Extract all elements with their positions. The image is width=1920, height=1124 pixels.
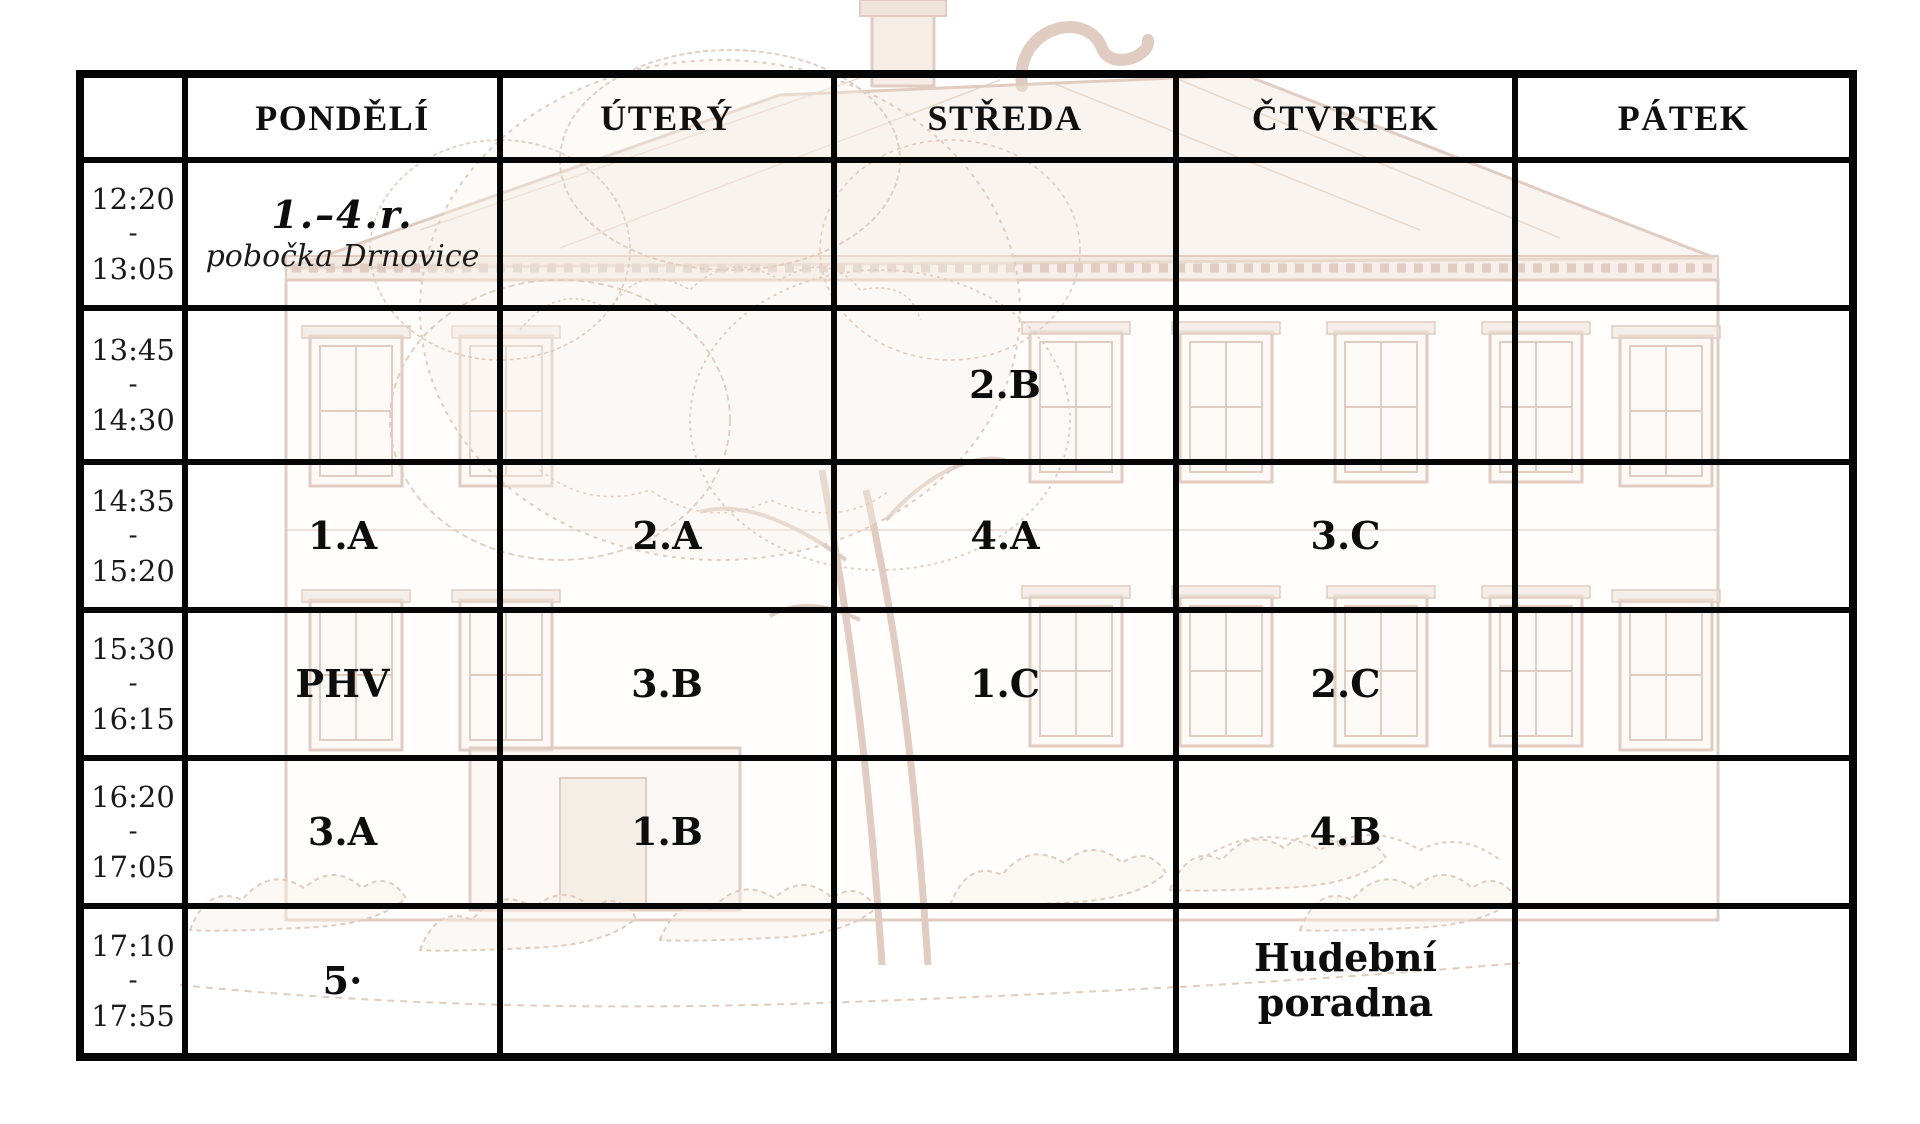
schedule-cell: [834, 160, 1176, 308]
schedule-cell: [185, 160, 500, 308]
class-label: 4.A: [970, 512, 1040, 558]
schedule-cell: [185, 610, 500, 758]
weekly-timetable: [76, 70, 1857, 1061]
time-separator: -: [128, 668, 138, 700]
time-start: 16:20: [91, 779, 175, 814]
class-label-2: poradna: [1257, 980, 1434, 1025]
class-sublabel: pobočka Drnovice: [205, 238, 480, 274]
time-start: 15:30: [91, 631, 175, 666]
schedule-cell: [834, 906, 1176, 1057]
schedule-cell: [1176, 758, 1515, 906]
class-label: 1.–4.r.: [271, 191, 414, 237]
table-row: [80, 610, 1853, 758]
time-slot: [80, 906, 185, 1057]
schedule-cell: [185, 906, 500, 1057]
time-slot: [80, 758, 185, 906]
schedule-cell: [1176, 308, 1515, 462]
class-label: 3.C: [1310, 512, 1381, 558]
header-row: [80, 74, 1853, 160]
time-separator: -: [128, 816, 138, 848]
schedule-cell: [834, 462, 1176, 610]
class-label: 5·: [322, 957, 363, 1003]
time-slot: [80, 160, 185, 308]
day-header-wednesday: STŘEDA: [834, 74, 1176, 160]
schedule-cell: [1176, 160, 1515, 308]
time-start: 14:35: [91, 483, 175, 518]
time-end: 13:05: [91, 251, 175, 286]
schedule-cell: [1515, 462, 1853, 610]
time-separator: -: [128, 218, 138, 250]
class-label: 1.A: [307, 512, 378, 558]
time-start: 13:45: [91, 332, 175, 367]
table-row: [80, 906, 1853, 1057]
table-row: [80, 462, 1853, 610]
day-header-thursday: ČTVRTEK: [1176, 74, 1515, 160]
schedule-cell: [834, 308, 1176, 462]
day-header-monday: PONDĚLÍ: [185, 74, 500, 160]
class-label: 3.A: [307, 808, 378, 854]
schedule-cell: [1515, 906, 1853, 1057]
day-header-tuesday: ÚTERÝ: [500, 74, 834, 160]
time-separator: -: [128, 520, 138, 552]
schedule-cell: [834, 610, 1176, 758]
schedule-cell: [500, 160, 834, 308]
time-end: 15:20: [91, 553, 175, 588]
schedule-cell: [500, 462, 834, 610]
time-end: 17:55: [91, 998, 175, 1033]
class-label: 2.A: [632, 512, 702, 558]
class-label: 3.B: [631, 660, 703, 706]
table-row: [80, 308, 1853, 462]
schedule-cell: [1515, 758, 1853, 906]
class-label: 2.C: [1310, 660, 1381, 706]
table-row: [80, 160, 1853, 308]
schedule-cell: [185, 462, 500, 610]
time-end: 14:30: [91, 402, 175, 437]
time-start: 12:20: [91, 181, 175, 216]
schedule-cell: [1176, 906, 1515, 1057]
time-end: 17:05: [91, 849, 175, 884]
class-label: PHV: [295, 660, 390, 706]
schedule-cell: [1176, 610, 1515, 758]
schedule-cell: [834, 758, 1176, 906]
corner-cell: [80, 74, 185, 160]
schedule-cell: [1515, 610, 1853, 758]
class-label: 1.C: [970, 660, 1040, 706]
schedule-cell: [185, 758, 500, 906]
day-header-friday: PÁTEK: [1515, 74, 1853, 160]
schedule-cell: [1176, 462, 1515, 610]
table-row: [80, 758, 1853, 906]
schedule-cell: [500, 758, 834, 906]
time-slot: [80, 308, 185, 462]
schedule-cell: [185, 308, 500, 462]
time-slot: [80, 462, 185, 610]
schedule-cell: [1515, 308, 1853, 462]
time-start: 17:10: [91, 928, 175, 963]
schedule-cell: [500, 906, 834, 1057]
time-slot: [80, 610, 185, 758]
class-label: Hudební: [1254, 935, 1437, 981]
class-label: 2.B: [969, 361, 1041, 407]
schedule-cell: [500, 308, 834, 462]
time-separator: -: [128, 369, 138, 401]
schedule-cell: [500, 610, 834, 758]
class-label: 1.B: [631, 808, 703, 854]
class-label: 4.B: [1309, 808, 1382, 854]
time-end: 16:15: [91, 701, 175, 736]
schedule-cell: [1515, 160, 1853, 308]
time-separator: -: [128, 965, 138, 997]
